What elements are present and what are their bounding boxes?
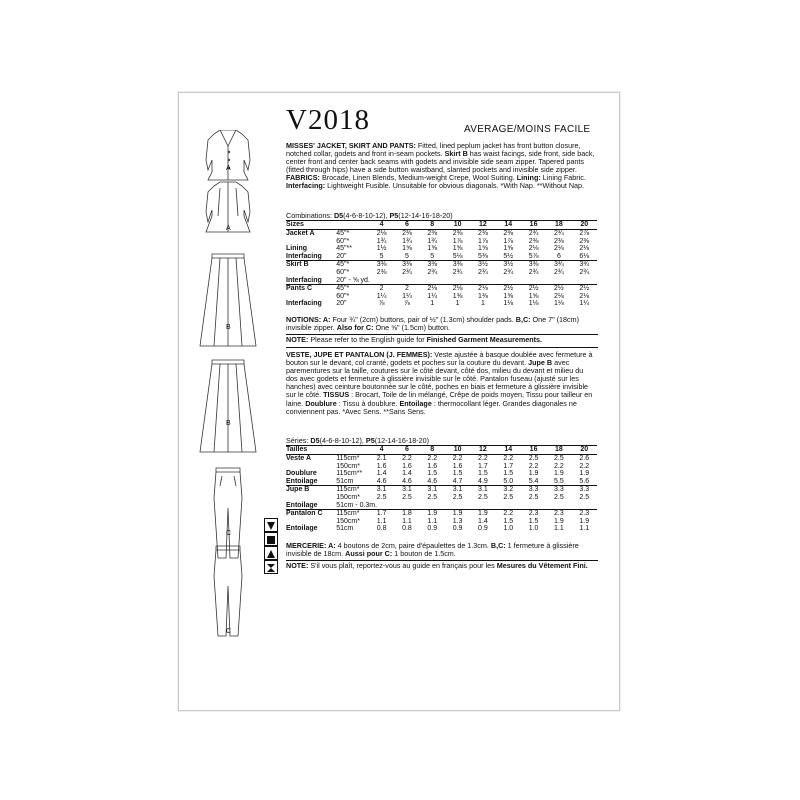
table-row bbox=[286, 463, 597, 471]
yardage-cell bbox=[420, 277, 445, 285]
yardage-cell: 1.6 bbox=[427, 462, 438, 470]
yardage-cell: 0.9 bbox=[452, 525, 463, 533]
yardage-cell: 1⅝ bbox=[503, 245, 514, 253]
yardage-cell: 3⅜ bbox=[420, 261, 445, 269]
row-label bbox=[286, 494, 336, 502]
yardage-cell: 1¼ bbox=[579, 300, 590, 308]
yardage-cell: ⅞ bbox=[404, 300, 410, 308]
yardage-cell: 3.1 bbox=[369, 486, 394, 494]
size-header-cell: 6 bbox=[394, 221, 419, 230]
yardage-cell: 1.0 bbox=[528, 525, 539, 533]
yardage-cell: 4.9 bbox=[478, 477, 488, 485]
yardage-cell: 2⅛ bbox=[579, 245, 590, 253]
size-header-label: Sizes bbox=[286, 221, 336, 230]
yardage-cell: 2¾ bbox=[452, 268, 463, 276]
fabric-width: 115cm* bbox=[336, 455, 360, 462]
yardage-cell: 2⅛ bbox=[528, 245, 539, 253]
size-header-cell: 12 bbox=[470, 221, 495, 230]
jacket-a-front-drawing bbox=[206, 130, 250, 180]
yardage-cell: 1.6 bbox=[376, 462, 387, 470]
size-header-cell: 4 bbox=[369, 446, 394, 455]
yardage-cell bbox=[546, 502, 571, 510]
yardage-cell: 2¾ bbox=[478, 268, 488, 276]
fabric-width: 150cm* bbox=[336, 493, 360, 501]
yardage-cell: 1.5 bbox=[503, 470, 514, 478]
fabric-width: 60"* bbox=[336, 268, 350, 276]
fabric-width: 51cm - 0.3m. bbox=[336, 501, 378, 509]
size-header-cell: 6 bbox=[394, 446, 419, 455]
yardage-cell: 1.9 bbox=[554, 517, 564, 525]
skirt-b-drawing-1 bbox=[200, 254, 256, 346]
yardage-cell: 1.9 bbox=[420, 510, 445, 518]
yardage-cell: 2½ bbox=[521, 285, 546, 293]
yardage-cell bbox=[445, 502, 470, 510]
yardage-cell: 0.8 bbox=[376, 525, 387, 533]
yardage-cell bbox=[546, 277, 571, 285]
size-header-row bbox=[286, 446, 597, 455]
size-header-label: Tailles bbox=[286, 446, 336, 455]
row-label: Pantalon C bbox=[286, 510, 336, 518]
yardage-cell: 2⅜ bbox=[478, 230, 488, 237]
yardage-cell: 6⅛ bbox=[579, 252, 590, 260]
yardage-cell: 6 bbox=[556, 252, 561, 260]
yardage-cell: 1.1 bbox=[554, 525, 564, 533]
row-label: Doublure bbox=[286, 470, 317, 478]
yardage-cell: 2⅜ bbox=[554, 237, 564, 245]
yardage-cell: 1.9 bbox=[579, 517, 590, 525]
row-label bbox=[286, 269, 336, 277]
yardage-cell: 1 bbox=[480, 300, 485, 308]
yardage-cell: 3.2 bbox=[496, 486, 521, 494]
yardage-cell: 2.5 bbox=[478, 493, 488, 501]
size-header-cell: 20 bbox=[572, 221, 597, 230]
yardage-cell: 2¾ bbox=[554, 268, 564, 276]
size-header-cell: 8 bbox=[420, 221, 445, 230]
size-header-cell: 8 bbox=[420, 446, 445, 455]
table-row bbox=[286, 293, 597, 301]
view-label-a-1: A bbox=[226, 165, 231, 172]
yardage-cell: 2⅛ bbox=[579, 292, 590, 300]
yardage-cell: 2.2 bbox=[402, 455, 412, 462]
table-row bbox=[286, 238, 597, 246]
yardage-cell: 1⅝ bbox=[402, 245, 412, 253]
yardage-cell: 1.5 bbox=[427, 470, 438, 478]
yardage-cell: 1¾ bbox=[376, 237, 387, 245]
size-header-cell: 12 bbox=[470, 446, 495, 455]
yardage-cell: 2 bbox=[369, 285, 394, 293]
yardage-cell: 2⅜ bbox=[402, 230, 412, 237]
yardage-cell: 3.1 bbox=[445, 486, 470, 494]
yardage-cell: 2.2 bbox=[554, 462, 564, 470]
yardage-cell: 4.7 bbox=[452, 477, 463, 485]
fabric-width: 51cm bbox=[336, 477, 354, 485]
yardage-cell: 2.2 bbox=[496, 510, 521, 518]
row-label: Interfacing bbox=[286, 252, 322, 260]
yardage-cell: 2⅛ bbox=[420, 285, 445, 293]
table-row bbox=[286, 510, 597, 518]
yardage-cell: 2.6 bbox=[579, 455, 590, 462]
yardage-cell: 3.1 bbox=[420, 486, 445, 494]
row-label: Entoilage bbox=[286, 525, 318, 533]
yardage-cell: 1.9 bbox=[470, 510, 495, 518]
pants-c-drawing-1 bbox=[214, 468, 242, 558]
yardage-cell: 3.3 bbox=[521, 486, 546, 494]
yardage-cell: 3⅜ bbox=[521, 261, 546, 269]
yardage-cell: 1.4 bbox=[478, 517, 488, 525]
fabric-width: 60"* bbox=[336, 237, 350, 245]
table-row bbox=[286, 525, 597, 533]
yardage-cell: ⅞ bbox=[378, 300, 385, 308]
yardage-cell: 1⅝ bbox=[528, 292, 539, 300]
table-row bbox=[286, 494, 597, 502]
yardage-cell: 2¾ bbox=[402, 268, 412, 276]
yardage-cell: 2¾ bbox=[579, 268, 590, 276]
yardage-cell: 5.0 bbox=[503, 477, 514, 485]
yardage-cell: 5 bbox=[404, 252, 409, 260]
yardage-cell: 5 bbox=[430, 252, 435, 260]
yardage-cell bbox=[496, 277, 521, 285]
table-row bbox=[286, 518, 597, 526]
french-series: Séries: D5(4-6-8-10-12), P5(12-14-16-18-20) bbox=[286, 436, 430, 445]
yardage-cell: 1.9 bbox=[579, 470, 590, 478]
yardage-cell: 1.9 bbox=[445, 510, 470, 518]
yardage-cell: 1¾ bbox=[402, 237, 412, 245]
row-label: Pants C bbox=[286, 285, 336, 293]
row-label: Interfacing bbox=[286, 300, 322, 308]
row-label: Entoilage bbox=[286, 477, 318, 485]
size-header-cell: 16 bbox=[521, 221, 546, 230]
fabric-width: 60"* bbox=[336, 292, 350, 300]
fabric-width: 20" bbox=[336, 252, 347, 260]
yardage-cell: 4.6 bbox=[376, 477, 387, 485]
yardage-cell: 2⅛ bbox=[470, 285, 495, 293]
size-header-cell: 10 bbox=[445, 446, 470, 455]
yardage-cell: 5⅞ bbox=[528, 252, 539, 260]
yardage-cell: 1⅞ bbox=[478, 237, 488, 245]
yardage-cell: 5⅛ bbox=[452, 252, 463, 260]
pants-c-drawing-2 bbox=[214, 546, 242, 636]
yardage-cell: 2.1 bbox=[376, 455, 387, 462]
size-header-cell: 20 bbox=[572, 446, 597, 455]
yardage-cell: 3.1 bbox=[394, 486, 419, 494]
english-title: MISSES' JACKET, SKIRT AND PANTS: bbox=[286, 141, 416, 150]
table-row bbox=[286, 261, 597, 269]
yardage-cell bbox=[572, 502, 597, 510]
yardage-cell: 5.5 bbox=[554, 477, 564, 485]
yardage-cell bbox=[394, 502, 419, 510]
yardage-cell: 3¾ bbox=[546, 261, 571, 269]
size-header-row bbox=[286, 221, 597, 230]
table-row bbox=[286, 300, 597, 308]
size-header-cell: 18 bbox=[546, 446, 571, 455]
yardage-cell: 1.9 bbox=[528, 470, 539, 478]
row-label bbox=[286, 463, 336, 471]
yardage-cell: 1.5 bbox=[528, 517, 539, 525]
yardage-cell: 3⅜ bbox=[394, 261, 419, 269]
yardage-cell bbox=[521, 277, 546, 285]
yardage-cell: 0.9 bbox=[478, 525, 488, 533]
yardage-cell: 2½ bbox=[496, 285, 521, 293]
fabric-width: 150cm* bbox=[336, 517, 360, 525]
fabric-width: 20" bbox=[336, 300, 347, 308]
nap-up-icon bbox=[264, 546, 278, 560]
yardage-cell: 2.2 bbox=[452, 455, 463, 462]
fabric-width: 115cm* bbox=[336, 486, 369, 494]
skirt-b-drawing-2 bbox=[200, 360, 256, 452]
yardage-cell: 1.7 bbox=[478, 462, 488, 470]
fabric-width: 20" - ⅝ yd. bbox=[336, 276, 370, 284]
yardage-cell: 1.4 bbox=[376, 470, 387, 478]
fabric-width: 115cm** bbox=[336, 470, 363, 478]
yardage-cell: 1¼ bbox=[427, 292, 438, 300]
yardage-cell: 1¾ bbox=[427, 237, 438, 245]
yardage-cell: 2⅜ bbox=[376, 268, 387, 276]
yardage-cell: 2⅛ bbox=[445, 285, 470, 293]
yardage-cell bbox=[369, 277, 394, 285]
yardage-cell: 2⅜ bbox=[579, 237, 590, 245]
yardage-cell: 2.3 bbox=[572, 510, 597, 518]
yardage-cell: 2.5 bbox=[503, 493, 514, 501]
fabric-width: 150cm* bbox=[336, 462, 360, 470]
divider bbox=[286, 347, 598, 348]
yardage-cell: 2⅜ bbox=[427, 230, 438, 237]
yardage-cell: 1¼ bbox=[376, 292, 387, 300]
yardage-cell: 5.4 bbox=[528, 477, 539, 485]
size-header-cell: 4 bbox=[369, 221, 394, 230]
yardage-cell: 2½ bbox=[572, 285, 597, 293]
yardage-cell: 1⅜ bbox=[452, 292, 463, 300]
size-header-cell: 14 bbox=[496, 221, 521, 230]
yardage-cell bbox=[420, 502, 445, 510]
row-label: Lining bbox=[286, 245, 307, 253]
row-label: Entoilage bbox=[286, 501, 318, 509]
pattern-number: V2018 bbox=[286, 104, 370, 136]
yardage-cell: 1.7 bbox=[369, 510, 394, 518]
yardage-cell: 2.5 bbox=[528, 493, 539, 501]
yardage-cell: 2⅜ bbox=[503, 230, 514, 237]
english-note: NOTE: Please refer to the English guide for Finished Garment Measurements. bbox=[286, 335, 543, 344]
size-header-cell: 16 bbox=[521, 446, 546, 455]
yardage-cell: 2.2 bbox=[528, 462, 539, 470]
table-row bbox=[286, 230, 597, 238]
technical-drawings bbox=[198, 130, 258, 670]
yardage-cell: 3½ bbox=[496, 261, 521, 269]
yardage-cell: 2.3 bbox=[546, 510, 571, 518]
yardage-cell: 2¾ bbox=[503, 268, 514, 276]
row-label: Interfacing bbox=[286, 276, 322, 284]
yardage-cell: 3⅜ bbox=[369, 261, 394, 269]
yardage-cell: 2⅜ bbox=[452, 230, 463, 237]
yardage-cell bbox=[496, 502, 521, 510]
stretch-icon bbox=[264, 560, 278, 574]
yardage-cell: 1⅛ bbox=[528, 300, 539, 308]
fabric-width: 45"** bbox=[336, 245, 352, 253]
yardage-cell: 1⅝ bbox=[427, 245, 438, 253]
yardage-cell: 5⅜ bbox=[478, 252, 488, 260]
yardage-cell: 1.1 bbox=[402, 517, 412, 525]
width-header bbox=[336, 221, 369, 230]
yardage-cell: 0.8 bbox=[402, 525, 412, 533]
yardage-cell: 2.5 bbox=[452, 493, 463, 501]
width-header bbox=[336, 446, 369, 455]
yardage-cell: 1.8 bbox=[394, 510, 419, 518]
yardage-cell: 2.3 bbox=[521, 510, 546, 518]
yardage-cell: 1.9 bbox=[554, 470, 564, 478]
yardage-cell: 1⅛ bbox=[503, 300, 514, 308]
yardage-cell: 1⅝ bbox=[478, 245, 488, 253]
yardage-cell: 3⅜ bbox=[445, 261, 470, 269]
yardage-cell: 2.5 bbox=[427, 493, 438, 501]
yardage-cell: 2.2 bbox=[503, 455, 514, 462]
view-label-b-1: B bbox=[226, 324, 231, 331]
english-notions: NOTIONS: A: Four ¾" (2cm) buttons, pair of ½" (1.3cm) shoulder pads. B,C: One 7" (18cm) invisible zipper. Also for C: One ⅝" (1.5cm) button. bbox=[286, 315, 580, 333]
yardage-cell: 5½ bbox=[503, 252, 514, 260]
yardage-cell: 2⅛ bbox=[554, 245, 564, 253]
french-description: VESTE, JUPE ET PANTALON (J. FEMMES): Veste ajustée à basque doublée avec fermeture à bouton sur le devant, col cranté, godets et poches sur la couture du devant. Jupe B avec parementures sur la taille, coutures sur le côté devant, côté dos, milieu du devant et milieu du dos avec godets et fermeture à glissière invisible sur le côté. Pantalon fuseau (ajusté sur les hanches) avec ceinture boutonnée sur le côté, poches en biais et fermeture à glissière invisible sur le côté. TISSUS : Brocart, Toile de lin mélangé, Crêpe de poids moyen, Tissu pour tailleur en laine. Doublure : Tissu à doublure. Entoilage : thermocollant léger. Grandes diagonales ne conviennent pas. *Avec Sens. **Sans Sens. bbox=[286, 350, 593, 416]
yardage-cell: 2 bbox=[394, 285, 419, 293]
yardage-cell bbox=[445, 277, 470, 285]
fabric-width: 45"* bbox=[336, 261, 369, 269]
yardage-cell: 2.5 bbox=[376, 493, 387, 501]
row-label bbox=[286, 238, 336, 246]
table-row bbox=[286, 502, 597, 510]
english-combinations: Combinations: D5(4-6-8-10-12), P5(12-14-16-18-20) bbox=[286, 211, 453, 220]
yardage-cell: 2.2 bbox=[579, 462, 590, 470]
yardage-cell: 1 bbox=[430, 300, 435, 308]
yardage-cell: 1.5 bbox=[478, 470, 488, 478]
yardage-cell: 3¾ bbox=[572, 261, 597, 269]
yardage-cell: 1⅝ bbox=[452, 245, 463, 253]
table-row bbox=[286, 455, 597, 463]
row-label bbox=[286, 293, 336, 301]
yardage-cell: 2.5 bbox=[528, 455, 539, 462]
row-label: Skirt B bbox=[286, 261, 336, 269]
french-title: VESTE, JUPE ET PANTALON (J. FEMMES): bbox=[286, 350, 433, 359]
yardage-cell: 2⅞ bbox=[579, 230, 590, 237]
yardage-cell: 5 bbox=[379, 252, 384, 260]
french-yardage-table bbox=[286, 445, 597, 533]
yardage-cell: 1.5 bbox=[503, 517, 514, 525]
table-row bbox=[286, 470, 597, 478]
yardage-cell: 1⅞ bbox=[503, 237, 514, 245]
yardage-cell: 3.3 bbox=[546, 486, 571, 494]
yardage-cell: 1.1 bbox=[579, 525, 590, 533]
yardage-cell: 3.1 bbox=[470, 486, 495, 494]
yardage-cell: 2⅛ bbox=[376, 230, 387, 237]
view-label-c-1: C bbox=[226, 530, 232, 537]
row-label: Veste A bbox=[286, 455, 312, 462]
yardage-cell: 2¾ bbox=[554, 230, 564, 237]
yardage-cell bbox=[394, 277, 419, 285]
yardage-cell: 5.6 bbox=[579, 477, 590, 485]
yardage-cell: 4.6 bbox=[427, 477, 438, 485]
table-row bbox=[286, 277, 597, 285]
english-yardage-table bbox=[286, 220, 597, 308]
yardage-cell: 4.6 bbox=[402, 477, 412, 485]
english-description: MISSES' JACKET, SKIRT AND PANTS: Fitted, lined peplum jacket has front button closure, notched collar, godets and front in-seam pockets. Skirt B has waist facings, side front, side back, center front and center back seams with godets and invisible side seam zipper. Tapered pants (fitted through hips) have a side button waistband, slanted pockets and invisible side zipper. FABRICS: Brocade, Linen Blends, Medium-weight Crepe, Wool Suiting. Lining: Lining Fabric. Interfacing: Lightweight Fusible. Unsuitable for obvious diagonals. *With Nap. **Without Nap. bbox=[286, 141, 595, 191]
yardage-cell: 2⅛ bbox=[554, 292, 564, 300]
yardage-cell bbox=[470, 502, 495, 510]
fabric-width: 45"* bbox=[336, 230, 350, 237]
yardage-cell: 2¾ bbox=[528, 230, 539, 237]
row-label bbox=[286, 518, 336, 526]
yardage-cell: 2.5 bbox=[554, 493, 564, 501]
view-label-b-2: B bbox=[226, 420, 231, 427]
fabric-width: 115cm* bbox=[336, 510, 369, 518]
yardage-cell: 2.2 bbox=[478, 455, 488, 462]
yardage-cell: 2.5 bbox=[554, 455, 564, 462]
yardage-cell: 1.4 bbox=[402, 470, 412, 478]
yardage-cell: 1.0 bbox=[503, 525, 514, 533]
view-label-c-2: C bbox=[226, 628, 232, 635]
yardage-cell: 1.6 bbox=[452, 462, 463, 470]
yardage-cell: 1½ bbox=[376, 245, 387, 253]
row-label: Jacket A bbox=[286, 230, 315, 237]
yardage-cell: 1⅞ bbox=[452, 237, 463, 245]
size-header-cell: 14 bbox=[496, 446, 521, 455]
yardage-cell bbox=[470, 277, 495, 285]
yardage-cell: 2.5 bbox=[579, 493, 590, 501]
yardage-cell: 2.2 bbox=[427, 455, 438, 462]
yardage-cell: 1.6 bbox=[402, 462, 412, 470]
nap-down-icon bbox=[264, 518, 278, 532]
fabric-width: 45"* bbox=[336, 285, 369, 293]
yardage-cell: 1⅝ bbox=[503, 292, 514, 300]
yardage-cell: 2¾ bbox=[528, 268, 539, 276]
yardage-cell: 2¾ bbox=[427, 268, 438, 276]
nap-bold-icon bbox=[264, 532, 278, 546]
yardage-cell: 1.5 bbox=[452, 470, 463, 478]
yardage-cell bbox=[521, 502, 546, 510]
yardage-cell: 1⅜ bbox=[478, 292, 488, 300]
yardage-cell: 1.3 bbox=[452, 517, 463, 525]
yardage-cell: 0.9 bbox=[427, 525, 438, 533]
table-row bbox=[286, 253, 597, 261]
yardage-cell bbox=[572, 277, 597, 285]
yardage-cell: 1¼ bbox=[402, 292, 412, 300]
french-notions: MERCERIE: A: 4 boutons de 2cm, paire d'épaulettes de 1.3cm. B,C: 1 fermeture à glissière invisible de 18cm. Aussi pour C: 1 bouton de 1.5cm. bbox=[286, 541, 579, 559]
size-header-cell: 10 bbox=[445, 221, 470, 230]
difficulty-label: AVERAGE/MOINS FACILE bbox=[464, 124, 591, 135]
french-note: NOTE: S'il vous plaît, reportez-vous au guide en français pour les Mesures du Vêtement Fini. bbox=[286, 561, 588, 570]
yardage-cell: 2⅜ bbox=[528, 237, 539, 245]
table-row bbox=[286, 486, 597, 494]
view-label-a-2: A bbox=[226, 225, 231, 232]
yardage-cell: 2.5 bbox=[402, 493, 412, 501]
fabric-width: 51cm bbox=[336, 525, 354, 533]
yardage-cell: 1 bbox=[455, 300, 460, 308]
yardage-cell: 1.1 bbox=[376, 517, 387, 525]
yardage-cell: 3½ bbox=[470, 261, 495, 269]
yardage-cell: 1⅛ bbox=[554, 300, 564, 308]
table-row bbox=[286, 285, 597, 293]
yardage-cell: 1.7 bbox=[503, 462, 514, 470]
size-header-cell: 18 bbox=[546, 221, 571, 230]
table-row bbox=[286, 269, 597, 277]
table-row bbox=[286, 478, 597, 486]
yardage-cell: 2½ bbox=[546, 285, 571, 293]
yardage-cell: 1.1 bbox=[427, 517, 438, 525]
table-row bbox=[286, 245, 597, 253]
yardage-cell: 3.3 bbox=[572, 486, 597, 494]
row-label: Jupe B bbox=[286, 486, 336, 494]
